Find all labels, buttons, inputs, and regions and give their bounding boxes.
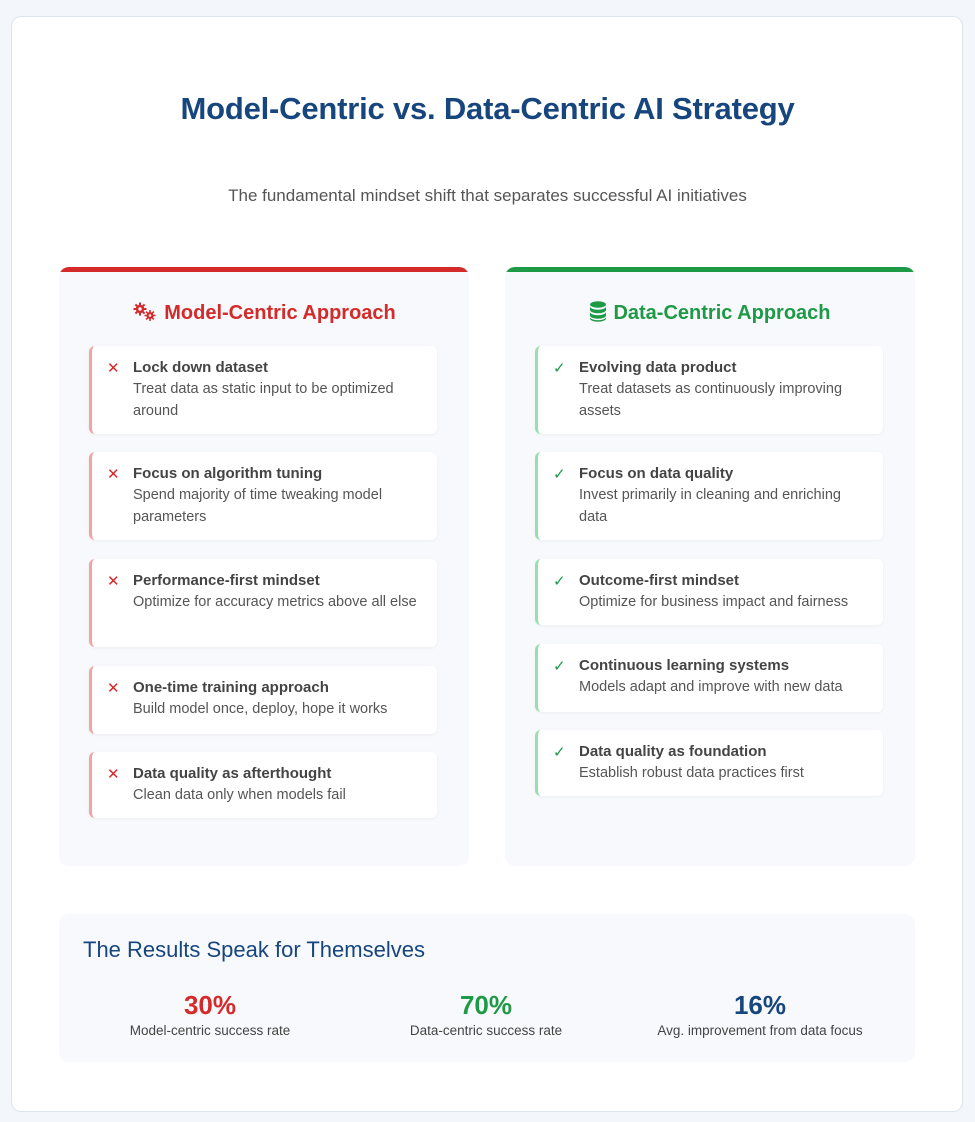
check-icon: ✓ [553,573,566,590]
item-title: One-time training approach [133,679,329,696]
x-icon: ✕ [107,573,120,590]
x-icon: ✕ [107,680,120,697]
x-icon: ✕ [107,766,120,783]
list-item [89,752,437,818]
item-description: Optimize for business impact and fairness [579,594,849,610]
stat-data-centric [356,990,616,1038]
item-title: Focus on data quality [579,465,734,482]
list-item [89,452,437,540]
x-icon: ✕ [107,466,120,483]
page-subtitle: The fundamental mindset shift that separates successful AI initiatives [228,186,747,205]
list-item [89,666,437,734]
item-description: Optimize for accuracy metrics above all else [133,594,417,610]
model-centric-heading: Model-Centric Approach [59,300,469,326]
item-title: Data quality as foundation [579,743,767,760]
list-item [89,346,437,434]
results-title: The Results Speak for Themselves [83,937,425,962]
list-item [535,644,883,712]
item-description: Treat datasets as continuously improving assets [579,381,843,419]
item-title: Lock down dataset [133,359,269,376]
stat-value: 30% [183,990,237,1020]
item-title: Performance-first mindset [133,572,320,589]
stat-value: 16% [733,990,787,1020]
item-title: Data quality as afterthought [133,765,332,782]
check-icon: ✓ [553,744,566,761]
page-title: Model-Centric vs. Data-Centric AI Strategy [180,91,795,126]
item-description: Models adapt and improve with new data [579,679,843,695]
list-item [535,452,883,540]
list-item [89,559,437,647]
stat-model-centric [80,990,340,1038]
list-item [535,346,883,434]
item-description: Invest primarily in cleaning and enriching data [579,487,841,525]
item-title: Continuous learning systems [579,657,790,674]
stat-label: Model-centric success rate [129,1023,291,1038]
item-title: Focus on algorithm tuning [133,465,323,482]
database-icon [589,301,607,329]
check-icon: ✓ [553,360,566,377]
item-description: Clean data only when models fail [133,787,346,803]
check-icon: ✓ [553,658,566,675]
item-title: Evolving data product [579,359,737,376]
item-description: Treat data as static input to be optimized around [133,381,394,419]
item-description: Build model once, deploy, hope it works [133,701,388,717]
stat-value: 70% [459,990,513,1020]
list-item [535,559,883,625]
item-title: Outcome-first mindset [579,572,740,589]
stat-label: Data-centric success rate [409,1023,563,1038]
data-centric-heading: Data-Centric Approach [505,300,915,326]
item-description: Spend majority of time tweaking model parameters [133,487,383,525]
check-icon: ✓ [553,466,566,483]
list-item [535,730,883,796]
x-icon: ✕ [107,360,120,377]
item-description: Establish robust data practices first [579,765,804,781]
gears-icon [132,302,158,329]
stat-label: Avg. improvement from data focus [657,1023,863,1038]
stat-improvement [630,990,890,1038]
